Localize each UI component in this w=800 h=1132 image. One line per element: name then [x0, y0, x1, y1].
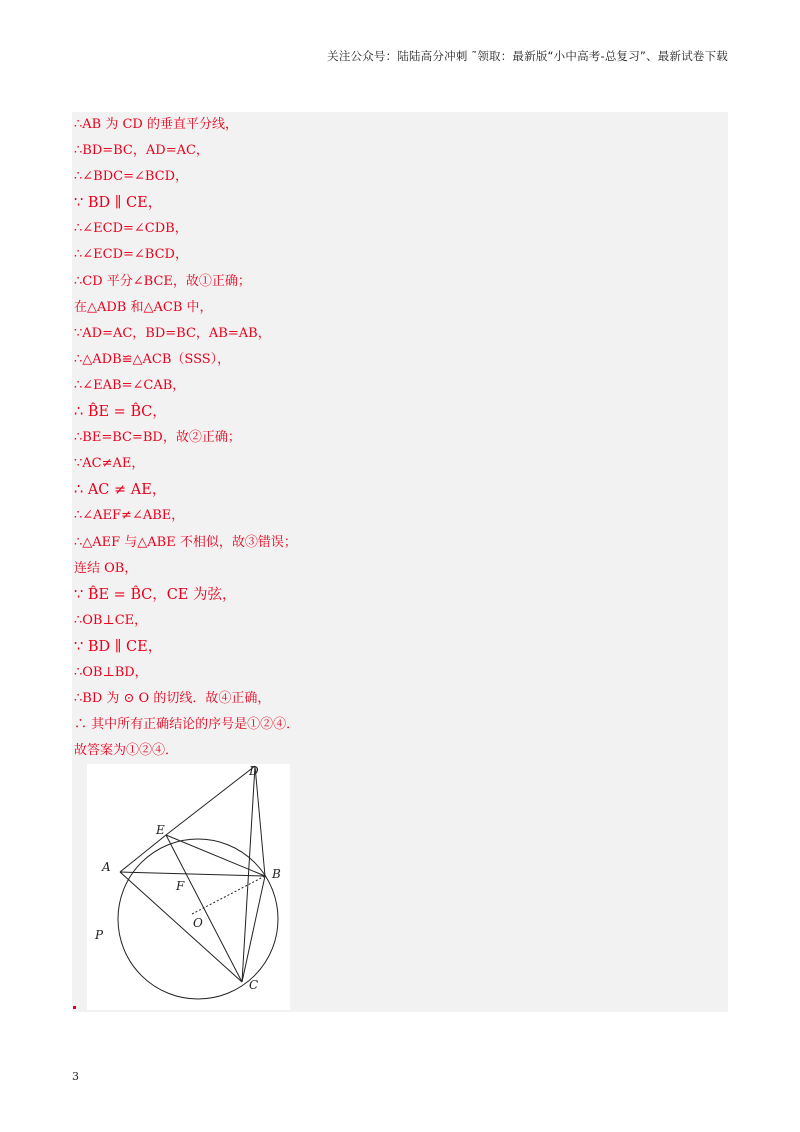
geometry-diagram — [87, 764, 290, 1010]
solution-line: ∵AC≠AE， — [74, 456, 145, 472]
page-header: 关注公众号：陆陆高分冲刺 ˜领取：最新版“小中高考-总复习”、最新试卷下载 — [327, 49, 728, 63]
solution-lines — [74, 112, 724, 764]
solution-line: ∴∠EAB=∠CAB， — [74, 377, 186, 393]
label-a: A — [102, 860, 111, 874]
segment-ob — [192, 876, 265, 914]
solution-line: ∴OB⊥CE， — [74, 612, 148, 628]
solution-line: ∵ BD ∥ CE， — [74, 638, 163, 655]
segment-db — [255, 766, 265, 876]
solution-line: ∴BE=BC=BD，故②正确； — [74, 430, 241, 446]
solution-line: ∴△AEF 与△ABE 不相似，故③错误； — [74, 534, 297, 550]
solution-line: ∴BD=BC，AD=AC， — [74, 143, 209, 159]
label-o: O — [193, 916, 203, 930]
solution-block — [72, 112, 728, 1012]
segment-ae — [120, 835, 166, 872]
solution-line: ∵ B̂E = B̂C，CE 为弦， — [74, 586, 237, 603]
label-f: F — [176, 879, 185, 893]
solution-line: ∴BD 为 ⊙ O 的切线．故④正确， — [74, 691, 271, 707]
segment-ab — [120, 872, 265, 876]
solution-line: ∴CD 平分∠BCE，故①正确； — [74, 273, 251, 289]
solution-line: ∴ 其中所有正确结论的序号是①②④． — [74, 717, 300, 733]
segment-ed — [166, 766, 255, 835]
solution-line: ∴AB 为 CD 的垂直平分线， — [74, 117, 238, 132]
solution-line: ∴ B̂E = B̂C， — [74, 404, 167, 421]
solution-line: 连结 OB， — [74, 560, 138, 576]
label-b: B — [272, 867, 281, 881]
label-c: C — [249, 978, 259, 992]
label-d: D — [249, 764, 259, 778]
solution-line: ∴∠ECD=∠CDB， — [74, 221, 188, 237]
solution-line: ∴∠AEF≠∠ABE， — [74, 508, 185, 524]
label-e: E — [156, 823, 165, 837]
solution-line: ∴△ADB≌△ACB（SSS）， — [74, 351, 231, 367]
segment-ec — [166, 835, 242, 982]
solution-line: ∵AD=AC，BD=BC，AB=AB， — [74, 325, 271, 341]
solution-line: 在△ADB 和△ACB 中， — [74, 299, 213, 315]
solution-line: ∴OB⊥BD， — [74, 664, 148, 680]
solution-line: ∴∠BDC=∠BCD， — [74, 169, 189, 185]
segment-dc — [242, 766, 255, 982]
trailing-dot — [73, 1006, 76, 1009]
solution-line: ∴ AC ≠ AE， — [74, 482, 167, 499]
solution-line: ∵ BD ∥ CE， — [74, 195, 163, 212]
page-number: 3 — [72, 1070, 79, 1083]
label-p: P — [95, 928, 104, 942]
solution-line: ∴∠ECD=∠BCD， — [74, 247, 188, 263]
solution-line: 故答案为①②④． — [74, 743, 179, 759]
geometry-figure — [87, 764, 290, 1010]
